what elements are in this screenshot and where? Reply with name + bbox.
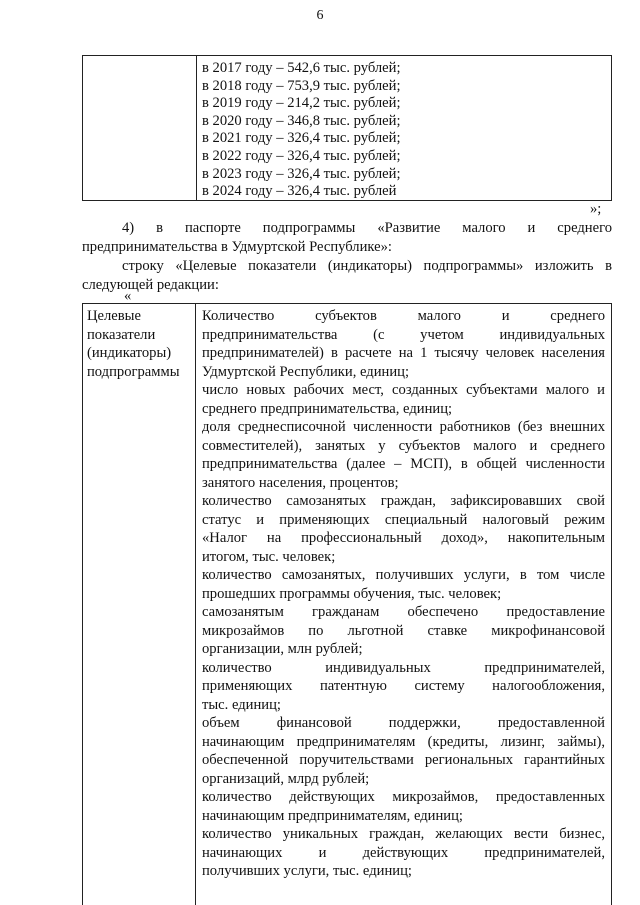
indicator-line: прошедших программы обучения, тыс. человек; [202, 585, 502, 602]
indicators-label-line: подпрограммы [87, 363, 180, 380]
indicator-line: количество действующих микрозаймов, предоставленных [202, 789, 605, 805]
paragraph-4-line: 4) в паспорте подпрограммы «Развитие малого и среднего [122, 220, 612, 236]
budget-line: в 2020 году – 346,8 тыс. рублей; [202, 112, 401, 129]
indicator-line: предпринимательства (далее – МСП), в общей численности [202, 456, 605, 472]
indicator-item [202, 659, 605, 715]
indicator-item [202, 381, 605, 418]
indicators-label-line: Целевые [87, 308, 141, 324]
indicator-item [202, 492, 605, 566]
indicator-item [202, 714, 605, 788]
budget-line: в 2018 году – 753,9 тыс. рублей; [202, 77, 401, 94]
indicators-table [82, 303, 612, 905]
indicators-label-line: (индикаторы) [87, 345, 172, 361]
budget-line: в 2022 году – 326,4 тыс. рублей; [202, 147, 401, 164]
indicator-line: начинающим предпринимателям, единиц; [202, 807, 463, 824]
indicators-label-line: показатели [87, 326, 156, 343]
budget-line: в 2021 году – 326,4 тыс. рублей; [202, 130, 401, 147]
indicator-line: объем финансовой поддержки, предоставленной [202, 715, 605, 731]
indicator-item [202, 825, 605, 881]
indicator-item [202, 418, 605, 492]
indicator-line: Количество субъектов малого и среднего [202, 308, 605, 324]
indicator-item [202, 788, 605, 825]
budget-table-label-cell [83, 56, 197, 200]
indicator-line: начинающим предпринимателям (кредиты, лизинг, займы), [202, 733, 605, 750]
indicator-line: получивших услуги, тыс. единиц; [202, 863, 412, 879]
indicator-line: организаций, млрд рублей; [202, 770, 370, 787]
indicator-line: применяющих патентную систему налогообложения, [202, 678, 605, 694]
budget-line: в 2017 году – 542,6 тыс. рублей; [202, 60, 401, 76]
budget-table-values-cell [202, 60, 605, 201]
page-number: 6 [316, 8, 324, 23]
indicator-line: «Налог на профессиональный доход», накопительным [202, 530, 605, 546]
budget-line: в 2024 году – 326,4 тыс. рублей [202, 183, 397, 200]
paragraph-stroke-line: следующей редакции: [82, 276, 219, 293]
paragraph-stroke-line: строку «Целевые показатели (индикаторы) подпрограммы» изложить в [122, 258, 612, 274]
indicator-item [202, 603, 605, 659]
indicator-line: самозанятым гражданам обеспечено предоставление [202, 604, 605, 620]
indicator-line: совместителей), занятых у субъектов малого и среднего [202, 437, 605, 454]
budget-line: в 2019 году – 214,2 тыс. рублей; [202, 95, 401, 112]
indicator-line: предпринимателей) в расчете на 1 тысячу человек населения [202, 345, 605, 361]
indicator-line: количество индивидуальных предпринимателей, [202, 659, 605, 676]
budget-line: в 2023 году – 326,4 тыс. рублей; [202, 165, 401, 182]
indicator-line: количество уникальных граждан, желающих вести бизнес, [202, 826, 605, 842]
indicator-line: микрозаймов по льготной ставке микрофинансовой [202, 622, 605, 639]
indicator-line: среднего предпринимательства, единиц; [202, 400, 453, 417]
indicator-line: итогом, тыс. человек; [202, 548, 336, 565]
indicator-line: число новых рабочих мест, созданных субъектами малого и [202, 382, 605, 398]
indicator-line: тыс. единиц; [202, 696, 281, 713]
indicator-line: организации, млн рублей; [202, 641, 363, 657]
paragraph-4 [82, 219, 612, 256]
indicator-item [202, 566, 605, 603]
indicator-line: начинающих и действующих предпринимателей, [202, 844, 605, 861]
indicators-label-cell [83, 304, 196, 905]
indicator-line: обеспеченной поручительствами региональных гарантийных [202, 752, 605, 768]
paragraph-4-line: предпринимательства в Удмуртской Республике»: [82, 238, 392, 255]
indicator-item [202, 307, 605, 381]
indicator-line: предпринимательства (с учетом индивидуальных [202, 326, 605, 343]
indicator-line: Удмуртской Республики, единиц; [202, 363, 409, 380]
indicator-line: доля среднесписочной численности работников (без внешних [202, 419, 605, 435]
indicators-list [202, 307, 605, 881]
closing-quote: »; [590, 201, 602, 217]
indicator-line: количество самозанятых, получивших услуги, в том числе [202, 567, 605, 583]
indicator-line: занятого населения, процентов; [202, 474, 399, 491]
indicator-line: количество самозанятых граждан, зафиксировавших свой [202, 493, 605, 509]
paragraph-stroke [82, 257, 612, 294]
indicator-line: статус и применяющих специальный налоговый режим [202, 511, 605, 528]
budget-table [82, 55, 612, 201]
opening-quote: « [124, 288, 132, 304]
